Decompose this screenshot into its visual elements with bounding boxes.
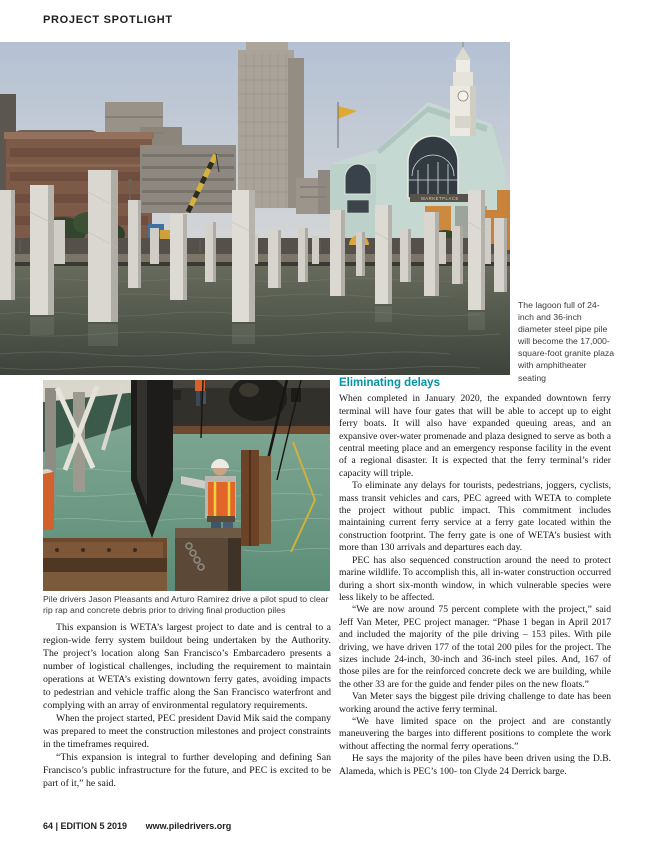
paragraph: When the project started, PEC president David Mik said the company was prepared to meet the construction milestones and project constraints in the timeframes required. xyxy=(43,713,331,750)
website-link[interactable]: www.piledrivers.org xyxy=(145,821,232,831)
pile-drivers-photo xyxy=(43,380,330,591)
large-arched-window xyxy=(408,136,458,198)
paragraph: To eliminate any delays for tourists, pedestrians, joggers, cyclists, mass transit vehicles and cars, PEC agreed with WETA to complete the project without public impact. This commitment includes maintaining current ferry service at a ferry gate located within the construction footprint. The ferry gate is one of WETA’s busiest with more than 130 arrivals and departures each day. xyxy=(339,480,611,554)
marketplace-sign-text: MARKETPLACE xyxy=(421,196,459,201)
subheading-eliminating-delays: Eliminating delays xyxy=(339,377,440,389)
page-footer xyxy=(43,821,231,831)
clock-face xyxy=(458,91,468,101)
page-number-edition: 64 | EDITION 5 2019 xyxy=(43,821,128,831)
paragraph: This expansion is WETA’s largest project to date and is central to a region-wide ferry system buildout being undertaken by the Authority. The project’s location along San Francisco’s Embarcadero presents a number of logistical challenges, including the requirement to maintain operations at WETA’s existing downtown ferry gates, avoiding impacts to pedestrian and vehicle traffic along the San Francisco waterfront and complying with an array of environmental regulatory requirements. xyxy=(43,622,331,711)
foreground-worker-sliver xyxy=(43,469,54,530)
rusty-steel-piles xyxy=(241,450,271,546)
pile-drivers-photo-illustration xyxy=(43,380,330,591)
article-right-column xyxy=(339,377,611,778)
paragraph: “This expansion is integral to further developing and defining San Francisco’s public infrastructure for the future, and PEC is excited to be part of it,” he said. xyxy=(43,752,331,789)
left-photo-caption: Pile drivers Jason Pleasants and Arturo Ramirez drive a pilot spud to clear rip rap and concrete debris prior to driving final production piles xyxy=(43,594,329,616)
paragraph: PEC has also sequenced construction around the need to protect marine wildlife. To accomplish this, all in-water construction occurred during a short six-month window, in which vulnerable species were less likely to be affected. xyxy=(339,554,611,603)
waterfront-photo-illustration xyxy=(0,42,510,375)
safety-vest xyxy=(208,482,235,520)
small-arched-window xyxy=(345,164,371,194)
top-photo-lagoon xyxy=(0,42,510,375)
top-photo-caption: The lagoon full of 24-inch and 36-inch diameter steel pipe pile will become the 17,000-square-foot granite plaza with amphitheater seating xyxy=(518,300,615,383)
article-left-column xyxy=(43,621,331,790)
barge xyxy=(151,380,330,434)
tool-belt xyxy=(207,516,235,522)
paragraph: “We have limited space on the project and are constantly maneuvering the barges into different positions to complete the work without affecting the normal ferry operations.” xyxy=(339,715,611,752)
paragraph: He says the majority of the piles have been driven using the D.B. Alameda, which is PEC’s 100- ton Clyde 24 Derrick barge. xyxy=(339,753,611,777)
paragraph: Van Meter says the biggest pile driving challenge to date has been working around the active ferry terminal. xyxy=(339,691,611,715)
section-kicker: PROJECT SPOTLIGHT xyxy=(43,14,173,26)
paragraph: “We are now around 75 percent complete with the project,” said Jeff Van Meter, PEC project manager. “Phase 1 began in April 2017 and included the majority of the pile driving – 153 piles. With pile driving, we have driven 177 of the total 200 piles for the project. The sizes include 24-inch, 30-inch and 36-inch steel piles. And, 167 of those piles are for the reinforced concrete deck we are building, while the other 33 are for the guide and fender piles on the new floats.” xyxy=(339,604,611,690)
paragraph: When completed in January 2020, the expanded downtown ferry terminal will have four gates that will be able to accept up to eight ferry boats. It will also have expanded queuing areas, and an expansive over-water promenade and plaza designed to serve as both a central meeting place and an emergency response facility in the event of a regional disaster. It is expected that the ferry terminal’s rider capacity will triple. xyxy=(339,393,611,479)
